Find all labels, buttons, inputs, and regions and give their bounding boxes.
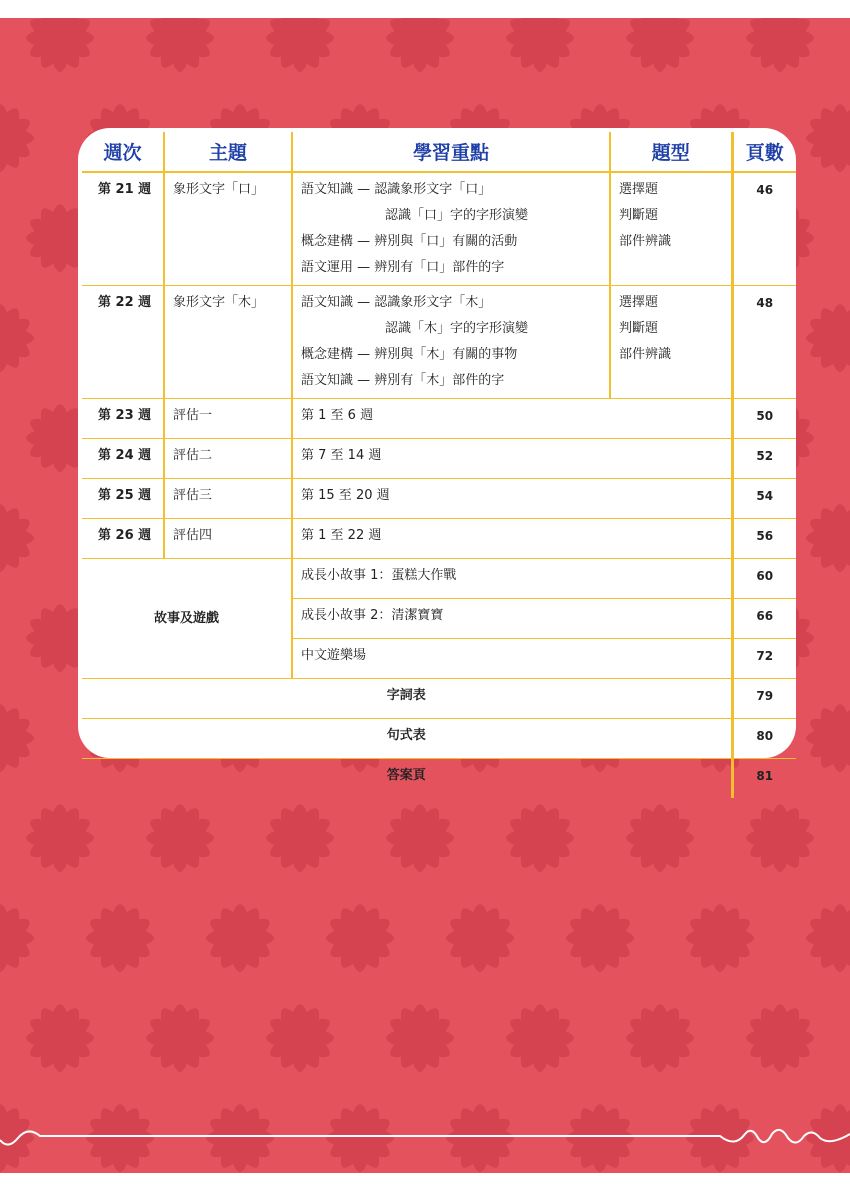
focus-cell: 第 1 至 22 週 — [292, 519, 732, 559]
story-title: 成長小故事 1：蛋糕大作戰 — [292, 559, 732, 599]
table-row — [82, 399, 796, 439]
flower-shape — [266, 1004, 334, 1072]
flower-shape — [326, 904, 394, 972]
focus-cell: 第 15 至 20 週 — [292, 479, 732, 519]
focus-cell: 第 7 至 14 週 — [292, 439, 732, 479]
type-line: 選擇題 — [619, 182, 659, 197]
flower-shape — [806, 904, 850, 972]
appendix-title: 字詞表 — [82, 679, 732, 719]
stories-label: 故事及遊戲 — [82, 559, 292, 679]
header-focus: 學習重點 — [292, 132, 610, 172]
table-row — [82, 439, 796, 479]
table-row — [82, 286, 796, 399]
page-cell: 46 — [732, 172, 796, 286]
page-cell: 48 — [732, 286, 796, 399]
flower-shape — [266, 804, 334, 872]
table-row — [82, 172, 796, 286]
flower-shape — [746, 804, 814, 872]
flower-shape — [746, 18, 814, 72]
page-cell: 66 — [732, 599, 796, 639]
table-row — [82, 679, 796, 719]
flower-shape — [266, 18, 334, 72]
topic-cell: 評估二 — [164, 439, 292, 479]
page-cell: 79 — [732, 679, 796, 719]
focus-line: 概念建構 — 辨別與「口」有關的活動 — [301, 234, 518, 249]
page-cell: 81 — [732, 759, 796, 799]
flower-shape — [146, 1004, 214, 1072]
topic-cell: 評估三 — [164, 479, 292, 519]
flower-shape — [0, 704, 34, 772]
focus-line: 語文知識 — 認識象形文字「口」 — [301, 182, 492, 197]
page-cell: 56 — [732, 519, 796, 559]
story-title: 成長小故事 2：清潔寶寶 — [292, 599, 732, 639]
page-cell: 72 — [732, 639, 796, 679]
week-cell: 第 21 週 — [82, 172, 164, 286]
focus-line: 認識「口」字的字形演變 — [385, 208, 529, 223]
type-cell — [610, 286, 732, 399]
flower-shape — [86, 904, 154, 972]
type-line: 部件辨識 — [619, 234, 672, 249]
page-cell: 60 — [732, 559, 796, 599]
focus-line: 認識「木」字的字形演變 — [385, 321, 529, 336]
flower-shape — [0, 304, 34, 372]
header-page: 頁數 — [732, 132, 796, 172]
type-line: 判斷題 — [619, 208, 659, 223]
flower-shape — [506, 804, 574, 872]
week-cell: 第 23 週 — [82, 399, 164, 439]
flower-shape — [506, 1004, 574, 1072]
flower-shape — [626, 18, 694, 72]
flower-shape — [0, 504, 34, 572]
page-cell: 52 — [732, 439, 796, 479]
focus-cell — [292, 172, 610, 286]
table-row — [82, 519, 796, 559]
type-line: 選擇題 — [619, 295, 659, 310]
flower-shape — [566, 904, 634, 972]
type-line: 判斷題 — [619, 321, 659, 336]
story-title: 中文遊樂場 — [292, 639, 732, 679]
table-row — [82, 719, 796, 759]
header-row — [82, 132, 796, 172]
page-cell: 50 — [732, 399, 796, 439]
focus-line: 語文運用 — 辨別有「口」部件的字 — [301, 260, 505, 275]
flower-shape — [806, 304, 850, 372]
flower-shape — [386, 804, 454, 872]
flower-shape — [386, 1004, 454, 1072]
flower-shape — [806, 104, 850, 172]
week-cell: 第 22 週 — [82, 286, 164, 399]
appendix-title: 句式表 — [82, 719, 732, 759]
flower-shape — [446, 904, 514, 972]
type-cell — [610, 172, 732, 286]
table-row — [82, 759, 796, 799]
flower-shape — [26, 18, 94, 72]
week-cell: 第 25 週 — [82, 479, 164, 519]
week-cell: 第 24 週 — [82, 439, 164, 479]
flower-shape — [0, 904, 34, 972]
flower-shape — [146, 804, 214, 872]
flower-shape — [206, 904, 274, 972]
flower-shape — [386, 18, 454, 72]
flower-shape — [686, 904, 754, 972]
header-topic: 主題 — [164, 132, 292, 172]
focus-line: 語文知識 — 辨別有「木」部件的字 — [301, 373, 505, 388]
flower-shape — [806, 504, 850, 572]
topic-cell: 象形文字「木」 — [164, 286, 292, 399]
week-cell: 第 26 週 — [82, 519, 164, 559]
flower-shape — [626, 804, 694, 872]
focus-cell — [292, 286, 610, 399]
focus-line: 概念建構 — 辨別與「木」有關的事物 — [301, 347, 518, 362]
page-cell: 80 — [732, 719, 796, 759]
table-row — [82, 559, 796, 599]
topic-cell: 評估四 — [164, 519, 292, 559]
focus-cell: 第 1 至 6 週 — [292, 399, 732, 439]
flower-shape — [0, 104, 34, 172]
flower-shape — [146, 18, 214, 72]
flower-shape — [26, 1004, 94, 1072]
type-line: 部件辨識 — [619, 347, 672, 362]
flower-shape — [506, 18, 574, 72]
header-type: 題型 — [610, 132, 732, 172]
flower-shape — [626, 1004, 694, 1072]
page-cell: 54 — [732, 479, 796, 519]
flower-shape — [26, 804, 94, 872]
focus-line: 語文知識 — 認識象形文字「木」 — [301, 295, 492, 310]
appendix-title: 答案頁 — [386, 768, 426, 783]
header-week: 週次 — [82, 132, 164, 172]
wavy-border-line — [0, 1120, 850, 1160]
table-row — [82, 479, 796, 519]
topic-cell: 評估一 — [164, 399, 292, 439]
flower-shape — [746, 1004, 814, 1072]
flower-shape — [806, 704, 850, 772]
contents-table — [82, 132, 796, 798]
topic-cell: 象形文字「口」 — [164, 172, 292, 286]
